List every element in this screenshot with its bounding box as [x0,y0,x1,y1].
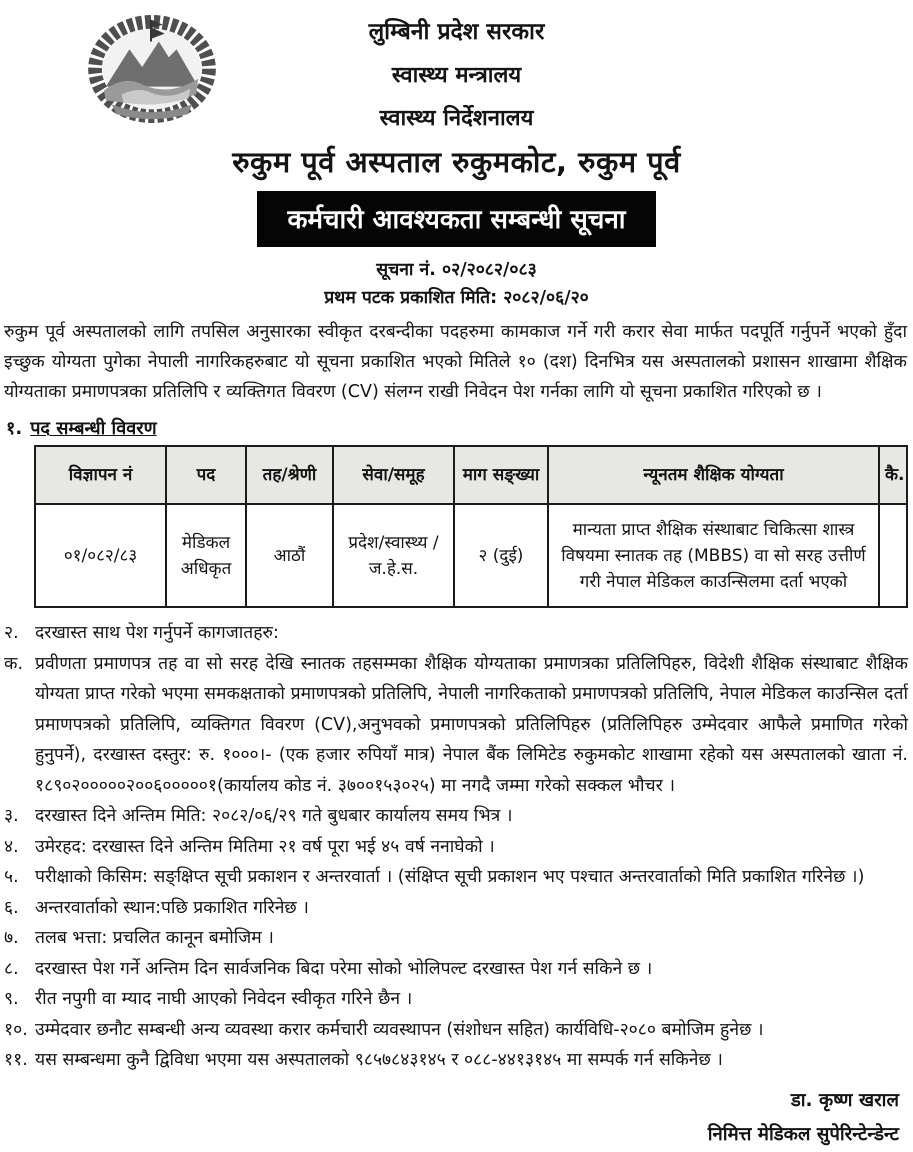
notice-item-10 [4,1015,908,1046]
item-text: दरखास्त दिने अन्तिम मिति: २०८२/०६/२९ गते बुधबार कार्यालय समय भित्र । [35,806,513,826]
notice-item-5 [4,862,908,893]
item-text: उमेरहद: दरखास्त दिने अन्तिम मितिमा २१ वर्ष पूरा भई ४५ वर्ष ननाघेको । [35,836,495,857]
notice-item-2a [4,649,908,802]
notice-item-8 [4,954,908,985]
item-text: अन्तरवार्ताको स्थान:पछि प्रकाशित गरिनेछ । [35,897,309,918]
item-number: २. [4,623,19,643]
item-number: ९. [4,989,19,1009]
document-header [0,0,913,309]
cell-min-qualification: मान्यता प्राप्त शैक्षिक संस्थाबाट चिकित्सा शास्त्र विषयमा स्नातक तह (MBBS) वा सो सरह उत्तीर्ण गरी नेपाल मेडिकल काउन्सिलमा दर्ता भएको [548,504,879,607]
notice-items [0,612,913,1076]
item-number: ८. [4,958,19,979]
notice-item-3 [4,801,908,832]
notice-item-7 [4,923,908,954]
notice-item-2 [4,618,908,649]
item-number: ४. [4,836,19,857]
item-text: यस सम्बन्धमा कुनै द्विविधा भएमा यस अस्पतालको ९८५७८४३१४५ र ०८८-४४१३१४५ मा सम्पर्क गर्न सकिनेछ । [35,1050,723,1070]
government-name: लुम्बिनी प्रदेश सरकार [368,19,545,45]
notice-item-6 [4,893,908,924]
item-text: तलब भत्ता: प्रचलित कानून बमोजिम । [35,928,274,948]
notice-title-banner: कर्मचारी आवश्यकता सम्बन्धी सूचना [257,191,655,247]
signatory-title: निमित्त मेडिकल सुपेरिन्टेन्डेन्ट [707,1123,899,1145]
item-text: दरखास्त पेश गर्ने अन्तिम दिन सार्वजनिक बिदा परेमा सोको भोलिपल्ट दरखास्त पेश गर्न सकिने छ । [35,958,653,979]
cell-level: आठौं [246,504,333,607]
item-text: दरखास्त साथ पेश गर्नुपर्ने कागजातहरु: [35,623,279,643]
item-number: ५. [4,867,19,887]
notice-number: सूचना नं. ०२/२०८२/०८३ [376,260,537,280]
item-text: उम्मेदवार छनौट सम्बन्धी अन्य व्यवस्था करार कर्मचारी व्यवस्थापन (संशोधन सहित) कार्यविधि-२०८० बमोजिम हुनेछ । [35,1019,764,1040]
published-date: प्रथम पटक प्रकाशित मिति: २०८२/०६/२० [324,288,589,308]
item-number: ३. [4,806,19,826]
table-header-row [35,446,907,504]
col-service-group: सेवा/समूह [333,446,454,504]
cell-demand-count: २ (दुई) [454,504,548,607]
section-number: १. [6,418,23,439]
item-text: प्रवीणता प्रमाणपत्र तह वा सो सरह देखि स्नातक तहसम्मका शैक्षिक योग्यताका प्रमाणत्रका प्रतिलिपिहरु, विदेशी शैक्षिक संस्थाबाट शैक्षिक योग्यता प्राप्त गरेको भएमा समकक्षताको प्रमाणपत्रको प्रतिलिपि, नेपाली नागरिकताको प्रमाणपत्रको प्रतिलिपि, नेपाल मेडिकल काउन्सिल दर्ता प्रमाणपत्रको प्रतिलिपि, व्यक्तिगत विवरण (CV),अनुभवको प्रमाणपत्रको प्रतिलिपिहरु (प्रतिलिपिहरु उम्मेदवार आफैले प्रमाणित गरेको हुनुपर्ने), दरखास्त दस्तुर: रु. १०००।- (एक हजार रुपियाँ मात्र) नेपाल बैंक लिमिटेड रुकुमकोट शाखामा रहेको यस अस्पतालको खाता नं. १८९०२०००००२००६०००००१(कार्यालय कोड नं. ३७००१५३०२५) मा नगदै जम्मा गरेको सक्कल भौचर । [35,653,908,796]
col-demand-count: माग सङ्ख्या [454,446,548,504]
hospital-name: रुकुम पूर्व अस्पताल रुकुमकोट, रुकुम पूर्व [232,145,681,179]
item-number: क. [4,653,24,674]
cell-service-group: प्रदेश/स्वास्थ्य /ज.हे.स. [333,504,454,607]
item-number: १०. [4,1019,28,1040]
directorate-name: स्वास्थ्य निर्देशनालय [379,106,534,131]
col-level: तह/श्रेणी [246,446,333,504]
cell-remarks [879,504,907,607]
cell-post: मेडिकल अधिकृत [166,504,246,607]
col-post: पद [166,446,246,504]
notice-item-4 [4,832,908,863]
col-remarks: कै. [879,446,907,504]
signatory-name: डा. कृष्ण खराल [790,1089,899,1111]
notice-item-9 [4,984,908,1015]
item-number: ७. [4,928,19,948]
cell-advert-no: ०१/०८२/८३ [35,504,166,607]
nepal-emblem-logo [88,14,216,124]
table-row [35,504,907,607]
item-text: परीक्षाको किसिम: सङ्क्षिप्त सूची प्रकाशन र अन्तरवार्ता । (संक्षिप्त सूची प्रकाशन भए पश्चात अन्तरवार्ताको मिति प्रकाशित गरिनेछ ।) [35,867,865,887]
item-text: रीत नपुगी वा म्याद नाघी आएको निवेदन स्वीकृत गरिने छैन । [35,989,413,1009]
col-advert-no: विज्ञापन नं [35,446,166,504]
notice-item-11 [4,1045,908,1076]
vacancy-table [34,445,908,608]
intro-paragraph: रुकुम पूर्व अस्पतालको लागि तपसिल अनुसारका स्वीकृत दरबन्दीका पदहरुमा कामकाज गर्ने गरी करार सेवा मार्फत पदपूर्ति गर्नुपर्ने भएको हुँदा इच्छुक योग्यता पुगेका नेपाली नागरिकहरुबाट यो सूचना प्रकाशित भएको मितिले १० (दश) दिनभित्र यस अस्पतालको प्रशासन शाखामा शैक्षिक योग्यताका प्रमाणपत्रका प्रतिलिपि र व्यक्तिगत विवरण (CV) संलग्न राखी निवेदन पेश गर्नका लागि यो सूचना प्रकाशित गरिएको छ । [4,322,907,402]
ministry-name: स्वास्थ्य मन्त्रालय [391,63,522,88]
item-number: ११. [4,1050,28,1070]
section-title: पद सम्बन्धी विवरण [30,418,157,439]
signature-block [0,1084,913,1152]
item-number: ६. [4,897,19,918]
section-heading [6,416,913,440]
col-min-qualification: न्यूनतम शैक्षिक योग्यता [548,446,879,504]
